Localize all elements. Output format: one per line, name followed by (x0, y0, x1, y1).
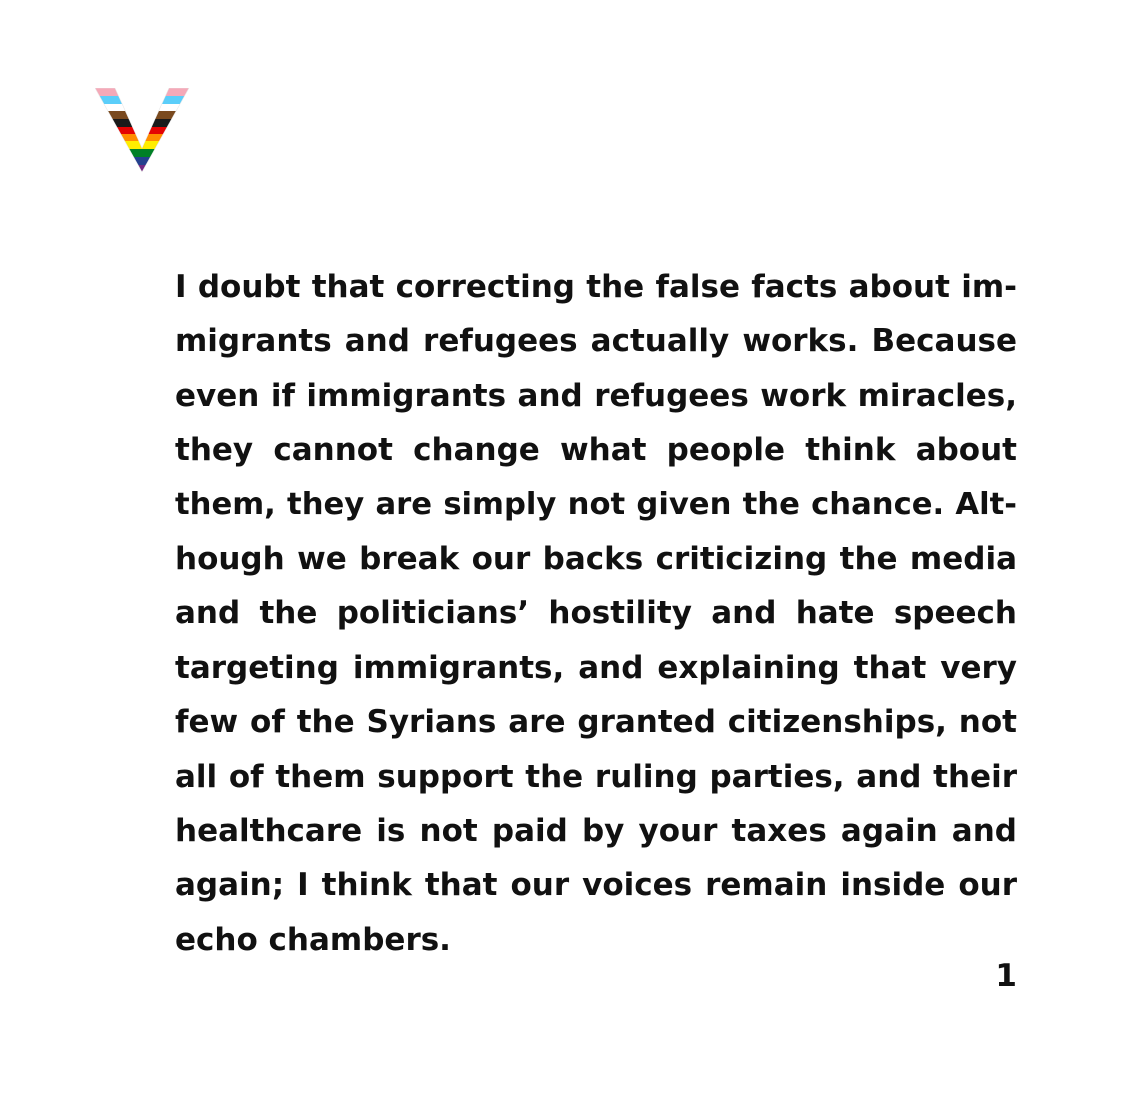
text-line: they cannot change what people think about (175, 432, 1017, 469)
text-line: echo chambers. (175, 921, 451, 958)
text-line: even if immigrants and refugees work miracles, (175, 377, 1017, 414)
text-line: healthcare is not paid by your taxes again and (175, 812, 1017, 849)
rainbow-v-logo-icon (95, 88, 190, 172)
text-line: them, they are simply not given the chance. Alt- (175, 486, 1017, 522)
text-line: targeting immigrants, and explaining that very (175, 649, 1017, 686)
text-line: all of them support the ruling parties, and their (175, 758, 1017, 795)
page-number: 1 (995, 958, 1017, 994)
text-line: I doubt that correcting the false facts about im- (175, 269, 1017, 305)
text-line: hough we break our backs criticizing the media (175, 540, 1017, 577)
text-line: again; I think that our voices remain inside our (175, 867, 1017, 904)
body-paragraph (175, 260, 1017, 967)
text-line: few of the Syrians are granted citizenships, not (175, 704, 1017, 741)
text-line: migrants and refugees actually works. Because (175, 323, 1017, 360)
text-line: and the politicians’ hostility and hate speech (175, 595, 1017, 632)
